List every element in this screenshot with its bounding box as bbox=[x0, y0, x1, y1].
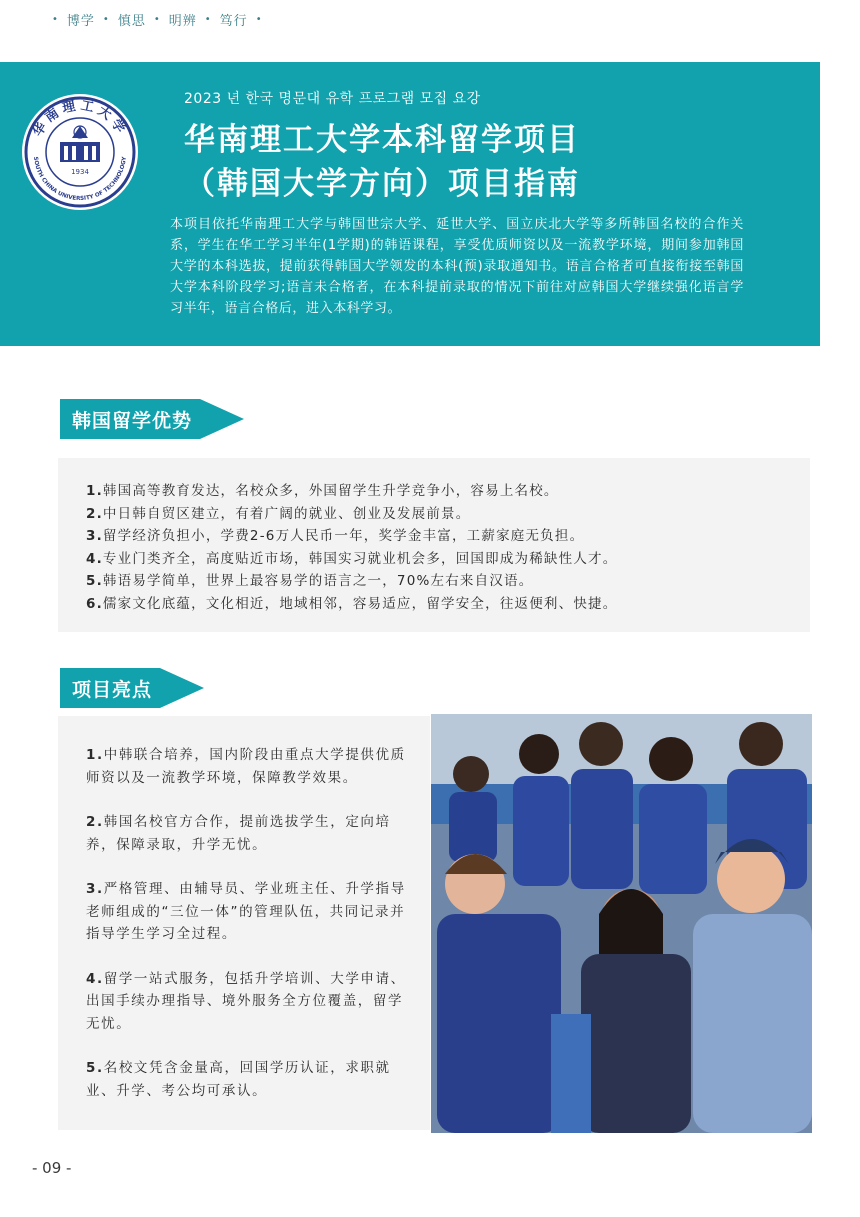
arrow-shape bbox=[200, 399, 244, 439]
motto-bar bbox=[52, 10, 263, 29]
item-text: 儒家文化底蕴，文化相近，地域相邻，容易适应，留学安全，往返便利、快捷。 bbox=[102, 595, 618, 612]
highlights-panel bbox=[58, 716, 430, 1130]
item-number: 6. bbox=[86, 595, 103, 612]
list-item bbox=[86, 1057, 412, 1102]
bullet-dot: • bbox=[153, 14, 161, 25]
item-text: 韩国高等教育发达，名校众多，外国留学生升学竞争小，容易上名校。 bbox=[102, 483, 559, 499]
list-item bbox=[86, 811, 412, 856]
section-heading-label: 韩国留学优势 bbox=[60, 399, 200, 439]
item-text: 中日韩自贸区建立，有着广阔的就业、创业及发展前景。 bbox=[102, 505, 471, 522]
logo-en-text: SOUTH CHINA UNIVERSITY OF TECHNOLOGY bbox=[32, 156, 128, 203]
item-number: 5. bbox=[86, 573, 103, 589]
highlights-list bbox=[86, 744, 412, 1124]
item-text: 中韩联合培养，国内阶段由重点大学提供优质师资以及一流教学环境，保障教学效果。 bbox=[86, 747, 406, 786]
item-number: 4. bbox=[86, 970, 104, 987]
list-item bbox=[86, 878, 412, 946]
item-number: 2. bbox=[86, 505, 103, 522]
bullet-dot: • bbox=[255, 14, 263, 25]
list-item bbox=[86, 968, 412, 1036]
list-item bbox=[86, 503, 617, 526]
item-number: 4. bbox=[86, 550, 103, 567]
item-text: 严格管理、由辅导员、学业班主任、升学指导老师组成的“三位一体”的管理队伍，共同记录并指导学生学习全过程。 bbox=[86, 881, 406, 942]
item-text: 留学一站式服务，包括升学培训、大学申请、出国手续办理指导、境外服务全方位覆盖，留学无忧。 bbox=[86, 970, 406, 1032]
item-number: 1. bbox=[86, 483, 103, 499]
page-title-line2: （韩国大学方向）项目指南 bbox=[184, 166, 580, 202]
logo-arc-text: 华南理工大学 bbox=[30, 98, 130, 140]
list-item bbox=[86, 525, 617, 548]
item-text: 韩国名校官方合作，提前选拔学生，定向培养，保障录取，升学无忧。 bbox=[86, 814, 391, 853]
item-number: 1. bbox=[86, 747, 104, 763]
header-banner bbox=[0, 62, 820, 346]
item-number: 2. bbox=[86, 814, 104, 830]
students-photo bbox=[431, 714, 812, 1133]
motto-word: 博学 bbox=[66, 14, 95, 29]
section-heading-highlights bbox=[60, 668, 204, 708]
advantages-panel bbox=[58, 458, 810, 632]
list-item bbox=[86, 548, 617, 571]
motto-word: 笃行 bbox=[219, 14, 248, 29]
intro-paragraph: 本项目依托华南理工大学与韩国世宗大学、延世大学、国立庆北大学等多所韩国名校的合作关系，学生在华工学习半年(1学期)的韩语课程，享受优质师资以及一流教学环境，期间参加韩国大学的本科选拔，提前获得韩国大学领发的本科(预)录取通知书。语言合格者可直接衔接至韩国大学本科阶段学习;语言未合格者，在本科提前录取的情况下前往对应韩国大学继续强化语言学习半年，语言合格后，进入本科学习。 bbox=[170, 217, 744, 316]
motto-word: 明辨 bbox=[168, 14, 197, 29]
korean-subtitle: 2023 년 한국 명문대 유학 프로그램 모집 요강 bbox=[184, 91, 481, 107]
list-item bbox=[86, 593, 617, 616]
item-text: 留学经济负担小，学费2-6万人民币一年，奖学金丰富，工薪家庭无负担。 bbox=[102, 528, 585, 544]
item-text: 韩语易学简单，世界上最容易学的语言之一，70%左右来自汉语。 bbox=[102, 573, 534, 589]
bullet-dot: • bbox=[52, 14, 59, 25]
page-title-line1: 华南理工大学本科留学项目 bbox=[184, 122, 580, 158]
arrow-shape bbox=[160, 668, 204, 708]
list-item bbox=[86, 570, 617, 593]
item-number: 3. bbox=[86, 528, 103, 544]
university-logo bbox=[20, 92, 140, 212]
logo-year: 1934 bbox=[71, 168, 89, 176]
page-number: - 09 - bbox=[32, 1159, 72, 1177]
section-heading-advantages bbox=[60, 399, 244, 439]
section-heading-label: 项目亮点 bbox=[60, 668, 160, 708]
bullet-dot: • bbox=[102, 14, 110, 25]
list-item bbox=[86, 480, 617, 503]
motto-word: 慎思 bbox=[117, 14, 146, 29]
list-item bbox=[86, 744, 412, 789]
bullet-dot: • bbox=[204, 14, 212, 25]
advantages-list bbox=[86, 480, 617, 615]
item-text: 专业门类齐全，高度贴近市场，韩国实习就业机会多，回国即成为稀缺性人才。 bbox=[102, 550, 618, 567]
item-number: 3. bbox=[86, 881, 104, 897]
item-number: 5. bbox=[86, 1060, 104, 1076]
item-text: 名校文凭含金量高，回国学历认证，求职就业、升学、考公均可承认。 bbox=[86, 1060, 391, 1099]
